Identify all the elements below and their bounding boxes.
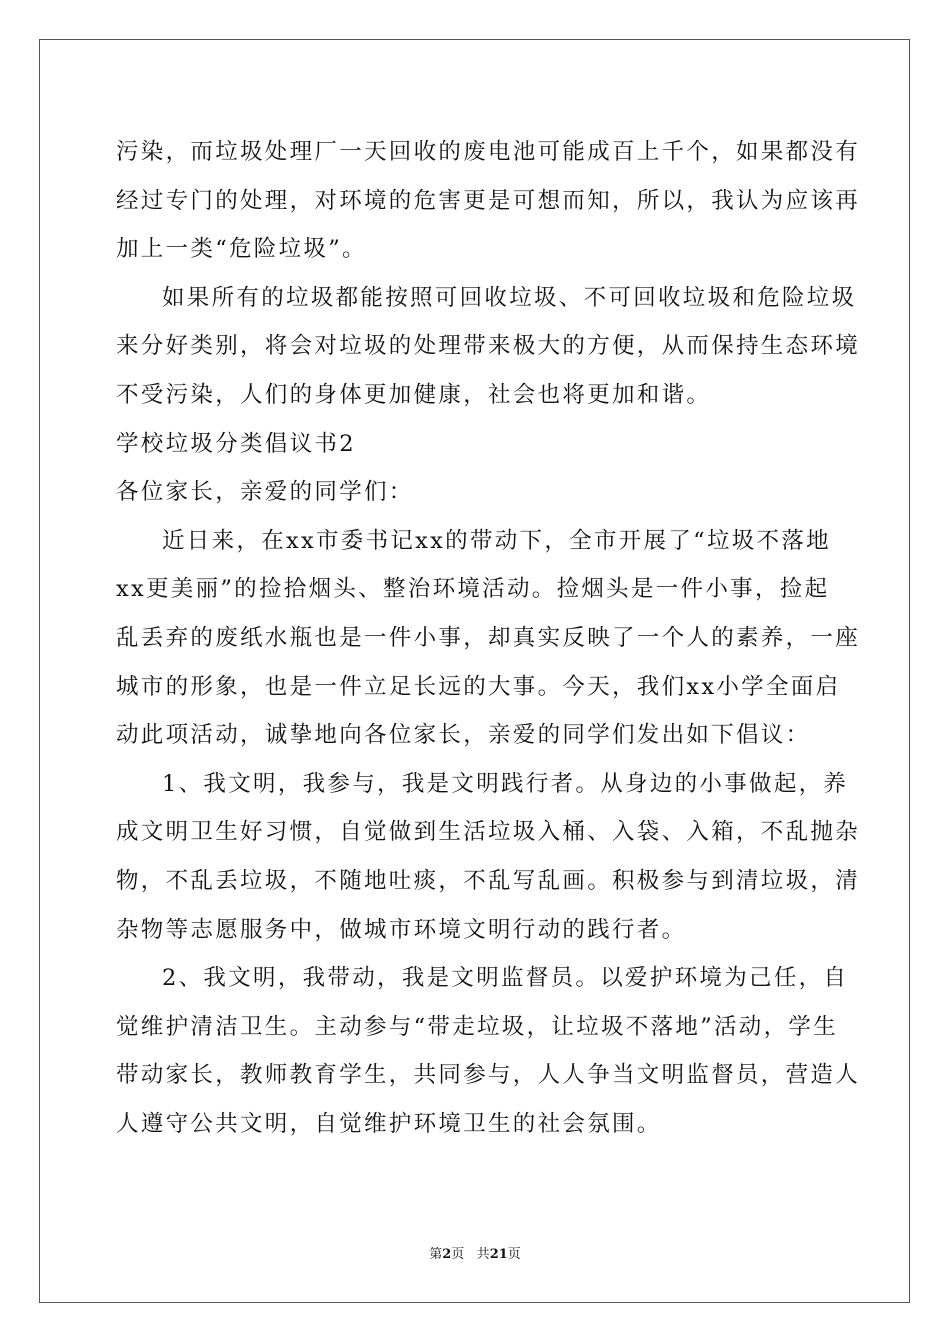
salutation: 各位家长，亲爱的同学们： <box>116 479 414 506</box>
text-line: 物，不乱丢垃圾，不随地吐痰，不乱写乱画。积极参与到清垃圾，清 <box>116 867 861 894</box>
text-line: 乱丢弃的废纸水瓶也是一件小事，却真实反映了一个人的素养，一座 <box>116 624 861 651</box>
section-title: 学校垃圾分类倡议书2 <box>116 430 356 457</box>
text-line: xx更美丽”的捡拾烟头、整治环境活动。捡烟头是一件小事，捡起 <box>116 576 830 603</box>
text-line: 杂物等志愿服务中，做城市环境文明行动的践行者。 <box>116 916 687 943</box>
footer-page-suffix: 页 <box>451 1247 465 1262</box>
text-line: 不受污染，人们的身体更加健康，社会也将更加和谐。 <box>116 381 712 408</box>
footer-prefix: 第 <box>429 1247 443 1262</box>
text-line: 污染，而垃圾处理厂一天回收的废电池可能成百上千个，如果都没有 <box>116 139 861 165</box>
text-line: 近日来，在xx市委书记xx的带动下，全市开展了“垃圾不落地 <box>162 527 831 554</box>
text-line: 觉维护清洁卫生。主动参与“带走垃圾，让垃圾不落地”活动，学生 <box>116 1013 839 1040</box>
text-line: 人遵守公共文明，自觉维护环境卫生的社会氛围。 <box>116 1110 662 1137</box>
text-line: 成文明卫生好习惯，自觉做到生活垃圾入桶、入袋、入箱，不乱抛杂 <box>116 819 861 846</box>
document-body <box>116 128 861 1148</box>
text-line: 城市的形象，也是一件立足长远的大事。今天，我们xx小学全面启 <box>116 673 841 700</box>
text-line: 加上一类“危险垃圾”。 <box>116 236 367 263</box>
text-line: 2、我文明，我带动，我是文明监督员。以爱护环境为己任，自 <box>162 965 849 992</box>
text-line: 带动家长，教师教育学生，共同参与，人人争当文明监督员，营造人 <box>116 1062 861 1089</box>
page-number: 2 <box>442 1247 452 1262</box>
total-pages: 21 <box>489 1247 508 1262</box>
page-footer <box>0 1243 950 1262</box>
text-line: 如果所有的垃圾都能按照可回收垃圾、不可回收垃圾和危险垃圾 <box>162 284 857 311</box>
text-line: 经过专门的处理，对环境的危害更是可想而知，所以，我认为应该再 <box>116 187 861 214</box>
footer-total-prefix: 共 <box>476 1247 490 1262</box>
text-line: 动此项活动，诚挚地向各位家长，亲爱的同学们发出如下倡议： <box>116 722 811 749</box>
text-line: 1、我文明，我参与，我是文明践行者。从身边的小事做起，养 <box>162 770 849 797</box>
text-line: 来分好类别，将会对垃圾的处理带来极大的方便，从而保持生态环境 <box>116 333 861 360</box>
footer-total-suffix: 页 <box>507 1247 521 1262</box>
